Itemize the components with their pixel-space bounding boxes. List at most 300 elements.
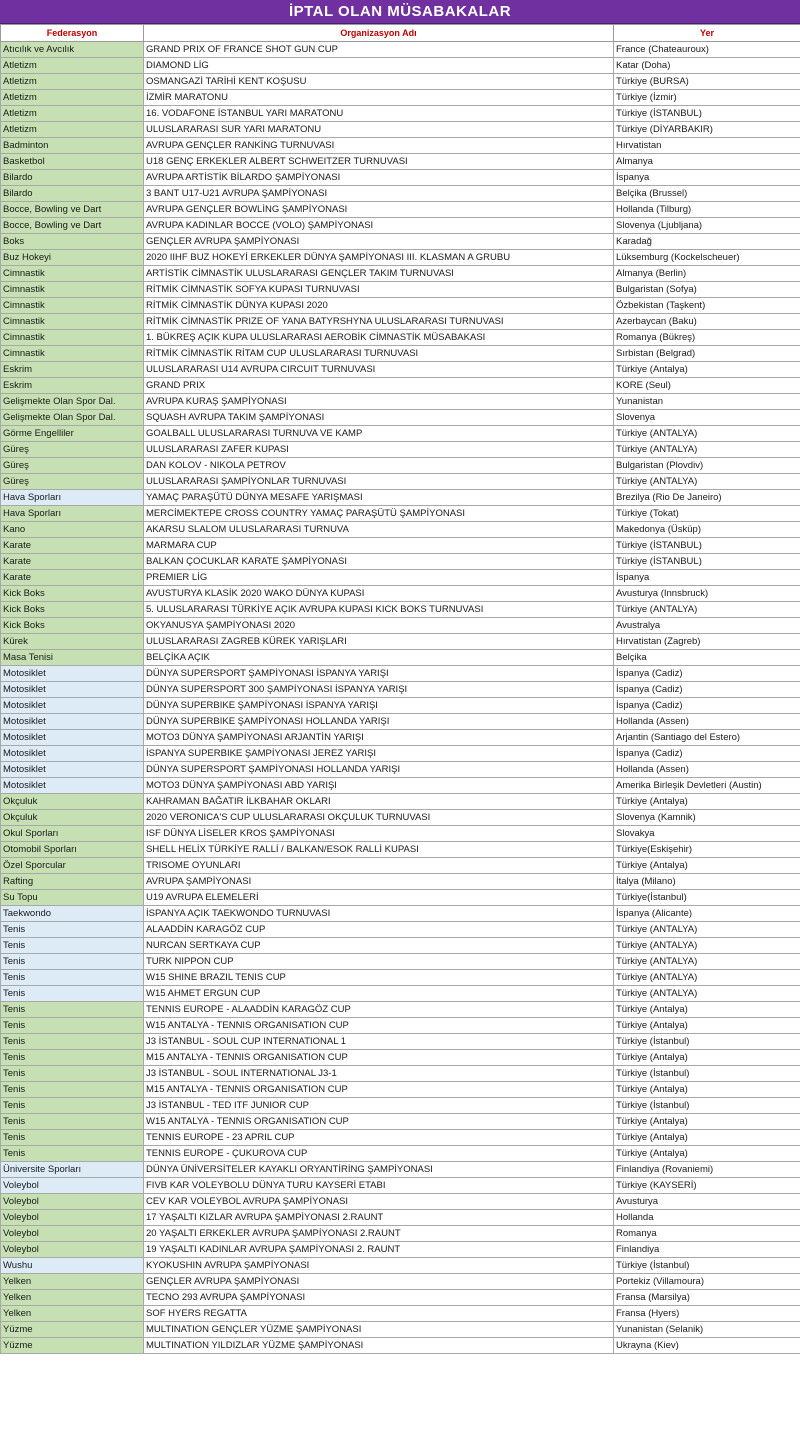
organization-cell: 20 YAŞALTI ERKEKLER AVRUPA ŞAMPİYONASI 2.RAUNT [144, 1226, 614, 1242]
organization-cell: DÜNYA SUPERSPORT ŞAMPİYONASI HOLLANDA YARIŞI [144, 762, 614, 778]
place-cell: İspanya [614, 570, 800, 586]
organization-cell: RİTMİK CİMNASTİK SOFYA KUPASI TURNUVASI [144, 282, 614, 298]
federation-cell: Atletizm [1, 90, 144, 106]
table-row [1, 1210, 800, 1226]
federation-cell: Tenis [1, 1050, 144, 1066]
table-row [1, 1322, 800, 1338]
organization-cell: ULUSLARARASI ZAGREB KÜREK YARIŞLARI [144, 634, 614, 650]
federation-cell: Bocce, Bowling ve Dart [1, 202, 144, 218]
federation-cell: Bocce, Bowling ve Dart [1, 218, 144, 234]
organization-cell: RİTMİK CİMNASTİK PRIZE OF YANA BATYRSHYNA ULUSLARARASI TURNUVASI [144, 314, 614, 330]
table-row [1, 1274, 800, 1290]
organization-cell: DIAMOND LİG [144, 58, 614, 74]
place-cell: Makedonya (Üsküp) [614, 522, 800, 538]
table-row [1, 1050, 800, 1066]
table-row [1, 538, 800, 554]
organization-cell: J3 İSTANBUL - SOUL INTERNATIONAL J3-1 [144, 1066, 614, 1082]
organization-cell: 2020 VERONICA'S CUP ULUSLARARASI OKÇULUK TURNUVASI [144, 810, 614, 826]
place-cell: Belçika [614, 650, 800, 666]
table-row [1, 250, 800, 266]
organization-cell: SQUASH AVRUPA TAKIM ŞAMPİYONASI [144, 410, 614, 426]
federation-cell: Motosiklet [1, 714, 144, 730]
federation-cell: Buz Hokeyi [1, 250, 144, 266]
federation-cell: Voleybol [1, 1178, 144, 1194]
organization-cell: 16. VODAFONE İSTANBUL YARI MARATONU [144, 106, 614, 122]
table-header-row [1, 25, 800, 42]
table-row [1, 330, 800, 346]
organization-cell: AVRUPA ŞAMPİYONASI [144, 874, 614, 890]
table-row [1, 810, 800, 826]
table-row [1, 1082, 800, 1098]
table-row [1, 842, 800, 858]
organization-cell: ULUSLARARASI ŞAMPİYONLAR TURNUVASI [144, 474, 614, 490]
place-cell: Slovakya [614, 826, 800, 842]
table-row [1, 394, 800, 410]
organization-cell: TRISOME OYUNLARI [144, 858, 614, 874]
place-cell: Lüksemburg (Kockelscheuer) [614, 250, 800, 266]
organization-cell: OKYANUSYA ŞAMPİYONASI 2020 [144, 618, 614, 634]
table-row [1, 874, 800, 890]
organization-cell: W15 ANTALYA - TENNIS ORGANISATION CUP [144, 1018, 614, 1034]
table-row [1, 1002, 800, 1018]
table-row [1, 1114, 800, 1130]
table-row [1, 218, 800, 234]
table-row [1, 170, 800, 186]
place-cell: Türkiye (Antalya) [614, 858, 800, 874]
federation-cell: Kick Boks [1, 602, 144, 618]
organization-cell: RİTMİK CİMNASTİK RİTAM CUP ULUSLARARASI TURNUVASI [144, 346, 614, 362]
federation-cell: Tenis [1, 1066, 144, 1082]
federation-cell: Okçuluk [1, 794, 144, 810]
table-row [1, 970, 800, 986]
place-cell: Türkiye (İSTANBUL) [614, 538, 800, 554]
table-row [1, 1178, 800, 1194]
federation-cell: Karate [1, 570, 144, 586]
organization-cell: KAHRAMAN BAĞATIR İLKBAHAR OKLARI [144, 794, 614, 810]
table-row [1, 282, 800, 298]
table-row [1, 1162, 800, 1178]
organization-cell: 3 BANT U17-U21 AVRUPA ŞAMPİYONASI [144, 186, 614, 202]
federation-cell: Kano [1, 522, 144, 538]
place-cell: Bulgaristan (Plovdiv) [614, 458, 800, 474]
table-row [1, 154, 800, 170]
place-cell: Türkiye (İzmir) [614, 90, 800, 106]
place-cell: KORE (Seul) [614, 378, 800, 394]
federation-cell: Otomobil Sporları [1, 842, 144, 858]
federation-cell: Cimnastik [1, 346, 144, 362]
place-cell: Türkiye (Antalya) [614, 362, 800, 378]
organization-cell: AKARSU SLALOM ULUSLARARASI TURNUVA [144, 522, 614, 538]
federation-cell: Yüzme [1, 1322, 144, 1338]
organization-cell: GRAND PRIX [144, 378, 614, 394]
federation-cell: Hava Sporları [1, 506, 144, 522]
place-cell: Karadağ [614, 234, 800, 250]
place-cell: Türkiye (Tokat) [614, 506, 800, 522]
federation-cell: Güreş [1, 458, 144, 474]
federation-cell: Cimnastik [1, 330, 144, 346]
place-cell: Türkiye (Antalya) [614, 1018, 800, 1034]
table-row [1, 186, 800, 202]
federation-cell: Tenis [1, 1018, 144, 1034]
table-row [1, 618, 800, 634]
place-cell: Türkiye(İstanbul) [614, 890, 800, 906]
table-row [1, 714, 800, 730]
table-row [1, 410, 800, 426]
table-row [1, 794, 800, 810]
organization-cell: OSMANGAZİ TARİHİ KENT KOŞUSU [144, 74, 614, 90]
place-cell: Türkiye (KAYSERİ) [614, 1178, 800, 1194]
organization-cell: ULUSLARARASI U14 AVRUPA CIRCUIT TURNUVASI [144, 362, 614, 378]
place-cell: Türkiye (ANTALYA) [614, 474, 800, 490]
place-cell: İspanya (Cadiz) [614, 698, 800, 714]
place-cell: Türkiye (İstanbul) [614, 1258, 800, 1274]
place-cell: İspanya (Cadiz) [614, 682, 800, 698]
federation-cell: Görme Engelliler [1, 426, 144, 442]
table-row [1, 602, 800, 618]
federation-cell: Basketbol [1, 154, 144, 170]
table-row [1, 682, 800, 698]
federation-cell: Voleybol [1, 1226, 144, 1242]
table-row [1, 138, 800, 154]
federation-cell: Hava Sporları [1, 490, 144, 506]
place-cell: Slovenya (Kamnik) [614, 810, 800, 826]
federation-cell: Tenis [1, 970, 144, 986]
organization-cell: 1. BÜKREŞ AÇIK KUPA ULUSLARARASI AEROBİK CİMNASTİK MÜSABAKASI [144, 330, 614, 346]
table-row [1, 570, 800, 586]
table-row [1, 58, 800, 74]
organization-cell: GRAND PRIX OF FRANCE SHOT GUN CUP [144, 42, 614, 58]
place-cell: Türkiye (ANTALYA) [614, 442, 800, 458]
place-cell: Türkiye (İSTANBUL) [614, 106, 800, 122]
place-cell: İspanya (Cadiz) [614, 746, 800, 762]
organization-cell: NURCAN SERTKAYA CUP [144, 938, 614, 954]
organization-cell: J3 İSTANBUL - TED ITF JUNIOR CUP [144, 1098, 614, 1114]
column-header-place: Yer [614, 25, 800, 42]
table-row [1, 890, 800, 906]
organization-cell: GENÇLER AVRUPA ŞAMPİYONASI [144, 234, 614, 250]
place-cell: Türkiye (ANTALYA) [614, 602, 800, 618]
organization-cell: SHELL HELİX TÜRKİYE RALLİ / BALKAN/ESOK RALLİ KUPASI [144, 842, 614, 858]
organization-cell: MULTINATION GENÇLER YÜZME ŞAMPİYONASI [144, 1322, 614, 1338]
organization-cell: U19 AVRUPA ELEMELERİ [144, 890, 614, 906]
place-cell: Fransa (Hyers) [614, 1306, 800, 1322]
federation-cell: Bilardo [1, 186, 144, 202]
organization-cell: 5. ULUSLARARASI TÜRKİYE AÇIK AVRUPA KUPASI KICK BOKS TURNUVASI [144, 602, 614, 618]
place-cell: Slovenya (Ljubljana) [614, 218, 800, 234]
table-body [1, 42, 800, 1354]
place-cell: Türkiye (DİYARBAKIR) [614, 122, 800, 138]
federation-cell: Rafting [1, 874, 144, 890]
organization-cell: ALAADDİN KARAGÖZ CUP [144, 922, 614, 938]
federation-cell: Cimnastik [1, 314, 144, 330]
organization-cell: İZMİR MARATONU [144, 90, 614, 106]
place-cell: Bulgaristan (Sofya) [614, 282, 800, 298]
place-cell: Türkiye (Antalya) [614, 1002, 800, 1018]
place-cell: Belçika (Brussel) [614, 186, 800, 202]
federation-cell: Yelken [1, 1290, 144, 1306]
federation-cell: Eskrim [1, 378, 144, 394]
table-row [1, 234, 800, 250]
table-row [1, 74, 800, 90]
organization-cell: DÜNYA ÜNİVERSİTELER KAYAKLI ORYANTİRİNG ŞAMPİYONASI [144, 1162, 614, 1178]
place-cell: Avustralya [614, 618, 800, 634]
federation-cell: Okçuluk [1, 810, 144, 826]
place-cell: İspanya (Alicante) [614, 906, 800, 922]
federation-cell: Voleybol [1, 1194, 144, 1210]
organization-cell: GENÇLER AVRUPA ŞAMPİYONASI [144, 1274, 614, 1290]
table-row [1, 42, 800, 58]
table-row [1, 762, 800, 778]
organization-cell: AVRUPA KURAŞ ŞAMPİYONASI [144, 394, 614, 410]
organization-cell: İSPANYA AÇIK TAEKWONDO TURNUVASI [144, 906, 614, 922]
organization-cell: W15 SHINE BRAZIL TENIS CUP [144, 970, 614, 986]
federation-cell: Tenis [1, 938, 144, 954]
table-row [1, 746, 800, 762]
table-row [1, 1194, 800, 1210]
table-row [1, 458, 800, 474]
place-cell: France (Chateauroux) [614, 42, 800, 58]
organization-cell: AVRUPA ARTİSTİK BİLARDO ŞAMPİYONASI [144, 170, 614, 186]
table-row [1, 938, 800, 954]
federation-cell: Motosiklet [1, 730, 144, 746]
federation-cell: Tenis [1, 986, 144, 1002]
table-row [1, 698, 800, 714]
organization-cell: KYOKUSHIN AVRUPA ŞAMPİYONASI [144, 1258, 614, 1274]
place-cell: Avusturya (Innsbruck) [614, 586, 800, 602]
federation-cell: Cimnastik [1, 282, 144, 298]
federation-cell: Karate [1, 538, 144, 554]
place-cell: Türkiye (ANTALYA) [614, 426, 800, 442]
federation-cell: Motosiklet [1, 778, 144, 794]
table-row [1, 1146, 800, 1162]
place-cell: Türkiye (ANTALYA) [614, 954, 800, 970]
federation-cell: Üniversite Sporları [1, 1162, 144, 1178]
federation-cell: Tenis [1, 954, 144, 970]
organization-cell: ISF DÜNYA LİSELER KROS ŞAMPİYONASI [144, 826, 614, 842]
place-cell: Katar (Doha) [614, 58, 800, 74]
table-row [1, 1098, 800, 1114]
organization-cell: DÜNYA SUPERBIKE ŞAMPİYONASI HOLLANDA YARIŞI [144, 714, 614, 730]
table-row [1, 986, 800, 1002]
organization-cell: BALKAN ÇOCUKLAR KARATE ŞAMPİYONASI [144, 554, 614, 570]
table-row [1, 922, 800, 938]
federation-cell: Taekwondo [1, 906, 144, 922]
place-cell: Almanya [614, 154, 800, 170]
federation-cell: Kick Boks [1, 586, 144, 602]
place-cell: İtalya (Milano) [614, 874, 800, 890]
place-cell: Türkiye (İstanbul) [614, 1034, 800, 1050]
federation-cell: Yelken [1, 1306, 144, 1322]
place-cell: İspanya (Cadiz) [614, 666, 800, 682]
organization-cell: MULTINATION YILDIZLAR YÜZME ŞAMPİYONASI [144, 1338, 614, 1354]
table-row [1, 1242, 800, 1258]
organization-cell: ULUSLARARASI SUR YARI MARATONU [144, 122, 614, 138]
table-row [1, 1306, 800, 1322]
place-cell: Hollanda (Assen) [614, 714, 800, 730]
federation-cell: Gelişmekte Olan Spor Dal. [1, 394, 144, 410]
federation-cell: Atletizm [1, 122, 144, 138]
federation-cell: Güreş [1, 474, 144, 490]
table-row [1, 1034, 800, 1050]
federation-cell: Cimnastik [1, 266, 144, 282]
federation-cell: Motosiklet [1, 698, 144, 714]
table-row [1, 362, 800, 378]
federation-cell: Su Topu [1, 890, 144, 906]
place-cell: Türkiye (Antalya) [614, 1082, 800, 1098]
place-cell: Özbekistan (Taşkent) [614, 298, 800, 314]
federation-cell: Bilardo [1, 170, 144, 186]
place-cell: Arjantin (Santiago del Estero) [614, 730, 800, 746]
table-row [1, 1130, 800, 1146]
place-cell: Türkiye (Antalya) [614, 1146, 800, 1162]
federation-cell: Karate [1, 554, 144, 570]
federation-cell: Yüzme [1, 1338, 144, 1354]
table-row [1, 298, 800, 314]
place-cell: Ukrayna (Kiev) [614, 1338, 800, 1354]
organization-cell: GOALBALL ULUSLARARASI TURNUVA VE KAMP [144, 426, 614, 442]
place-cell: Türkiye(Eskişehir) [614, 842, 800, 858]
place-cell: Türkiye (ANTALYA) [614, 986, 800, 1002]
organization-cell: TENNIS EUROPE - ÇUKUROVA CUP [144, 1146, 614, 1162]
table-row [1, 522, 800, 538]
place-cell: Türkiye (ANTALYA) [614, 922, 800, 938]
place-cell: Türkiye (Antalya) [614, 1050, 800, 1066]
organization-cell: DÜNYA SUPERSPORT ŞAMPİYONASI İSPANYA YARIŞI [144, 666, 614, 682]
place-cell: Hollanda [614, 1210, 800, 1226]
table-row [1, 346, 800, 362]
table-row [1, 1338, 800, 1354]
table-row [1, 730, 800, 746]
federation-cell: Tenis [1, 1082, 144, 1098]
organization-cell: W15 ANTALYA - TENNIS ORGANISATION CUP [144, 1114, 614, 1130]
table-row [1, 442, 800, 458]
place-cell: Hollanda (Tilburg) [614, 202, 800, 218]
table-row [1, 490, 800, 506]
organization-cell: 19 YAŞALTI KADINLAR AVRUPA ŞAMPİYONASI 2. RAUNT [144, 1242, 614, 1258]
place-cell: Finlandiya [614, 1242, 800, 1258]
place-cell: Yunanistan [614, 394, 800, 410]
organization-cell: ULUSLARARASI ZAFER KUPASI [144, 442, 614, 458]
table-row [1, 1226, 800, 1242]
place-cell: Hırvatistan [614, 138, 800, 154]
federation-cell: Wushu [1, 1258, 144, 1274]
federation-cell: Okul Sporları [1, 826, 144, 842]
federation-cell: Tenis [1, 922, 144, 938]
organization-cell: TENNIS EUROPE - 23 APRIL CUP [144, 1130, 614, 1146]
table-row [1, 1018, 800, 1034]
place-cell: Türkiye (İSTANBUL) [614, 554, 800, 570]
organization-cell: CEV KAR VOLEYBOL AVRUPA ŞAMPİYONASI [144, 1194, 614, 1210]
place-cell: Sırbistan (Belgrad) [614, 346, 800, 362]
federation-cell: Güreş [1, 442, 144, 458]
organization-cell: MARMARA CUP [144, 538, 614, 554]
organization-cell: İSPANYA SUPERBIKE ŞAMPİYONASI JEREZ YARIŞI [144, 746, 614, 762]
table-row [1, 826, 800, 842]
place-cell: Türkiye (İstanbul) [614, 1066, 800, 1082]
table-row [1, 474, 800, 490]
place-cell: Yunanistan (Selanik) [614, 1322, 800, 1338]
place-cell: Almanya (Berlin) [614, 266, 800, 282]
organization-cell: U18 GENÇ ERKEKLER ALBERT SCHWEITZER TURNUVASI [144, 154, 614, 170]
cancelled-competitions-table [0, 24, 800, 1354]
table-row [1, 1290, 800, 1306]
place-cell: Türkiye (ANTALYA) [614, 938, 800, 954]
column-header-federation: Federasyon [1, 25, 144, 42]
federation-cell: Voleybol [1, 1242, 144, 1258]
table-row [1, 778, 800, 794]
place-cell: Hırvatistan (Zagreb) [614, 634, 800, 650]
federation-cell: Kürek [1, 634, 144, 650]
federation-cell: Tenis [1, 1002, 144, 1018]
organization-cell: MOTO3 DÜNYA ŞAMPİYONASI ABD YARIŞI [144, 778, 614, 794]
federation-cell: Gelişmekte Olan Spor Dal. [1, 410, 144, 426]
organization-cell: FIVB KAR VOLEYBOLU DÜNYA TURU KAYSERİ ETABI [144, 1178, 614, 1194]
place-cell: Romanya (Bükreş) [614, 330, 800, 346]
organization-cell: TECNO 293 AVRUPA ŞAMPİYONASI [144, 1290, 614, 1306]
table-row [1, 1066, 800, 1082]
organization-cell: 17 YAŞALTI KIZLAR AVRUPA ŞAMPİYONASI 2.RAUNT [144, 1210, 614, 1226]
organization-cell: MERCİMEKTEPE CROSS COUNTRY YAMAÇ PARAŞÜTÜ ŞAMPİYONASI [144, 506, 614, 522]
table-row [1, 378, 800, 394]
place-cell: Türkiye (ANTALYA) [614, 970, 800, 986]
table-row [1, 202, 800, 218]
federation-cell: Kick Boks [1, 618, 144, 634]
column-header-organization: Organizasyon Adı [144, 25, 614, 42]
table-row [1, 634, 800, 650]
place-cell: Türkiye (İstanbul) [614, 1098, 800, 1114]
federation-cell: Yelken [1, 1274, 144, 1290]
federation-cell: Özel Sporcular [1, 858, 144, 874]
federation-cell: Voleybol [1, 1210, 144, 1226]
federation-cell: Atıcılık ve Avcılık [1, 42, 144, 58]
table-row [1, 1258, 800, 1274]
organization-cell: TENNIS EUROPE - ALAADDİN KARAGÖZ CUP [144, 1002, 614, 1018]
place-cell: Slovenya [614, 410, 800, 426]
federation-cell: Motosiklet [1, 762, 144, 778]
table-row [1, 858, 800, 874]
table-row [1, 554, 800, 570]
table-row [1, 122, 800, 138]
table-row [1, 906, 800, 922]
organization-cell: DAN KOLOV - NIKOLA PETROV [144, 458, 614, 474]
federation-cell: Motosiklet [1, 666, 144, 682]
place-cell: Türkiye (Antalya) [614, 1114, 800, 1130]
place-cell: Türkiye (BURSA) [614, 74, 800, 90]
organization-cell: W15 AHMET ERGUN CUP [144, 986, 614, 1002]
federation-cell: Motosiklet [1, 746, 144, 762]
federation-cell: Tenis [1, 1034, 144, 1050]
table-row [1, 954, 800, 970]
organization-cell: AVRUPA GENÇLER BOWLİNG ŞAMPİYONASI [144, 202, 614, 218]
federation-cell: Motosiklet [1, 682, 144, 698]
organization-cell: DÜNYA SUPERBIKE ŞAMPİYONASI İSPANYA YARIŞI [144, 698, 614, 714]
table-row [1, 586, 800, 602]
organization-cell: J3 İSTANBUL - SOUL CUP INTERNATIONAL 1 [144, 1034, 614, 1050]
organization-cell: AVUSTURYA KLASİK 2020 WAKO DÜNYA KUPASI [144, 586, 614, 602]
organization-cell: AVRUPA KADINLAR BOCCE (VOLO) ŞAMPİYONASI [144, 218, 614, 234]
table-row [1, 426, 800, 442]
page-title: İPTAL OLAN MÜSABAKALAR [0, 0, 800, 24]
federation-cell: Masa Tenisi [1, 650, 144, 666]
organization-cell: TURK NIPPON CUP [144, 954, 614, 970]
organization-cell: RİTMİK CİMNASTİK DÜNYA KUPASI 2020 [144, 298, 614, 314]
organization-cell: SOF HYERS REGATTA [144, 1306, 614, 1322]
federation-cell: Atletizm [1, 74, 144, 90]
organization-cell: PREMIER LİG [144, 570, 614, 586]
table-row [1, 90, 800, 106]
organization-cell: YAMAÇ PARAŞÜTÜ DÜNYA MESAFE YARIŞMASI [144, 490, 614, 506]
place-cell: Fransa (Marsilya) [614, 1290, 800, 1306]
